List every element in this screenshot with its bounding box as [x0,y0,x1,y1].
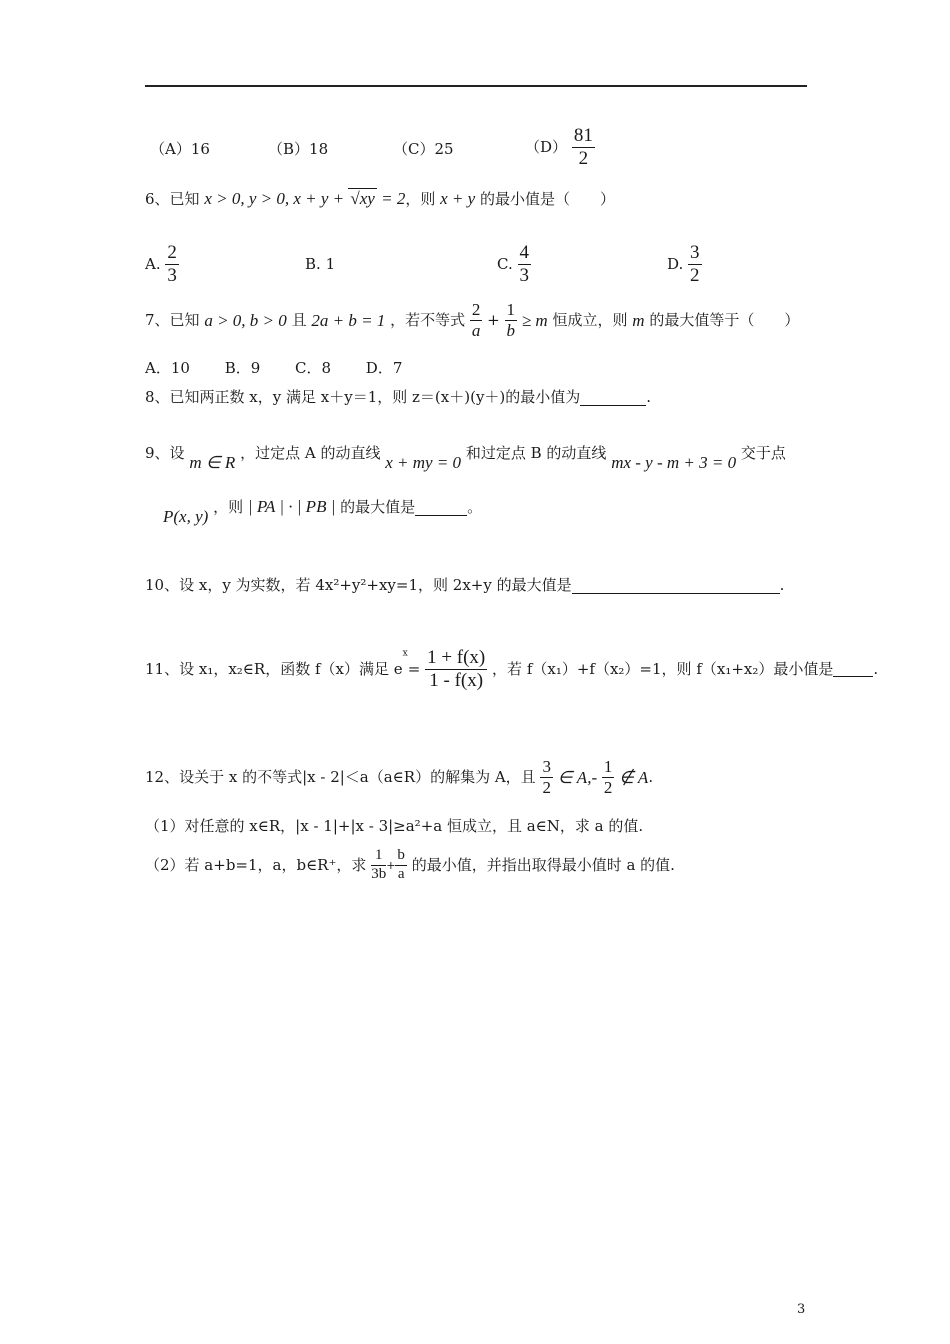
q5-option-b: （B）18 [268,140,329,158]
question-11: 11、设 x₁，x₂∈R，函数 f（x）满足 $e^x=$ $\frac{1 + f(x)}{1 - f(x)}$ ，若 f（x₁）+f（x₂）=1，则 f（x₁+x₂）最小值是 . [145,647,879,691]
q6-option-d: D. $\frac{3}{2}$ [667,242,700,286]
page-number: 3 [797,1302,806,1317]
question-7: 7、已知 a > 0, b > 0 且 2a + b = 1 ，若不等式 $\frac{2}{a}$ + $\frac{1}{b}$ ≥ m 恒成立，则 m 的最大值等于（ ） [145,300,800,340]
q6-option-c: C. $\frac{4}{3}$ [497,242,529,286]
question-12-part-2: （2）若 a+b=1，a，b∈R⁺，求 $\frac{1}{3b}$ + $\frac{b}{a}$ 的最小值，并指出取得最小值时 a 的值. [145,847,675,882]
question-9-line-2: P(x, y) ，则 | PA | · | PB | 的最大值是 。 [163,497,483,526]
q5-option-a: （A）16 [150,140,210,158]
header-rule [145,85,807,87]
q6-option-b: B. 1 [305,255,336,273]
question-6: 6、已知 x > 0, y > 0, x + y + √xy = 2，则 x + y 的最小值是（ ） [145,189,615,208]
question-8: 8、已知两正数 x，y 满足 x＋y＝1，则 z＝(x＋)(y＋)的最小值为 . [145,388,652,406]
question-12-part-1: （1）对任意的 x∈R，|x - 1|+|x - 3|≥a²+a 恒成立，且 a∈N，求 a 的值. [145,817,644,835]
question-10: 10、设 x，y 为实数，若 4x²+y²+xy=1，则 2x+y 的最大值是 . [145,576,785,594]
q5-option-c: （C）25 [393,140,454,158]
q6-option-a: A. $\frac{2}{3}$ [145,242,177,286]
q5-option-d: （D） $\frac{81}{2}$ [525,125,593,169]
question-12: 12、设关于 x 的不等式|x - 2|＜a（a∈R）的解集为 A，且 $\frac{3}{2}$ ∈ A,- $\frac{1}{2}$ ∉ A. [145,757,654,797]
question-9-line-1: 9、设 m ∈ R ，过定点 A 的动直线 x + my = 0 和过定点 B 的动直线 mx - y - m + 3 = 0 交于点 [145,444,786,472]
q7-options: A．10 B．9 C．8 D．7 [145,359,403,377]
